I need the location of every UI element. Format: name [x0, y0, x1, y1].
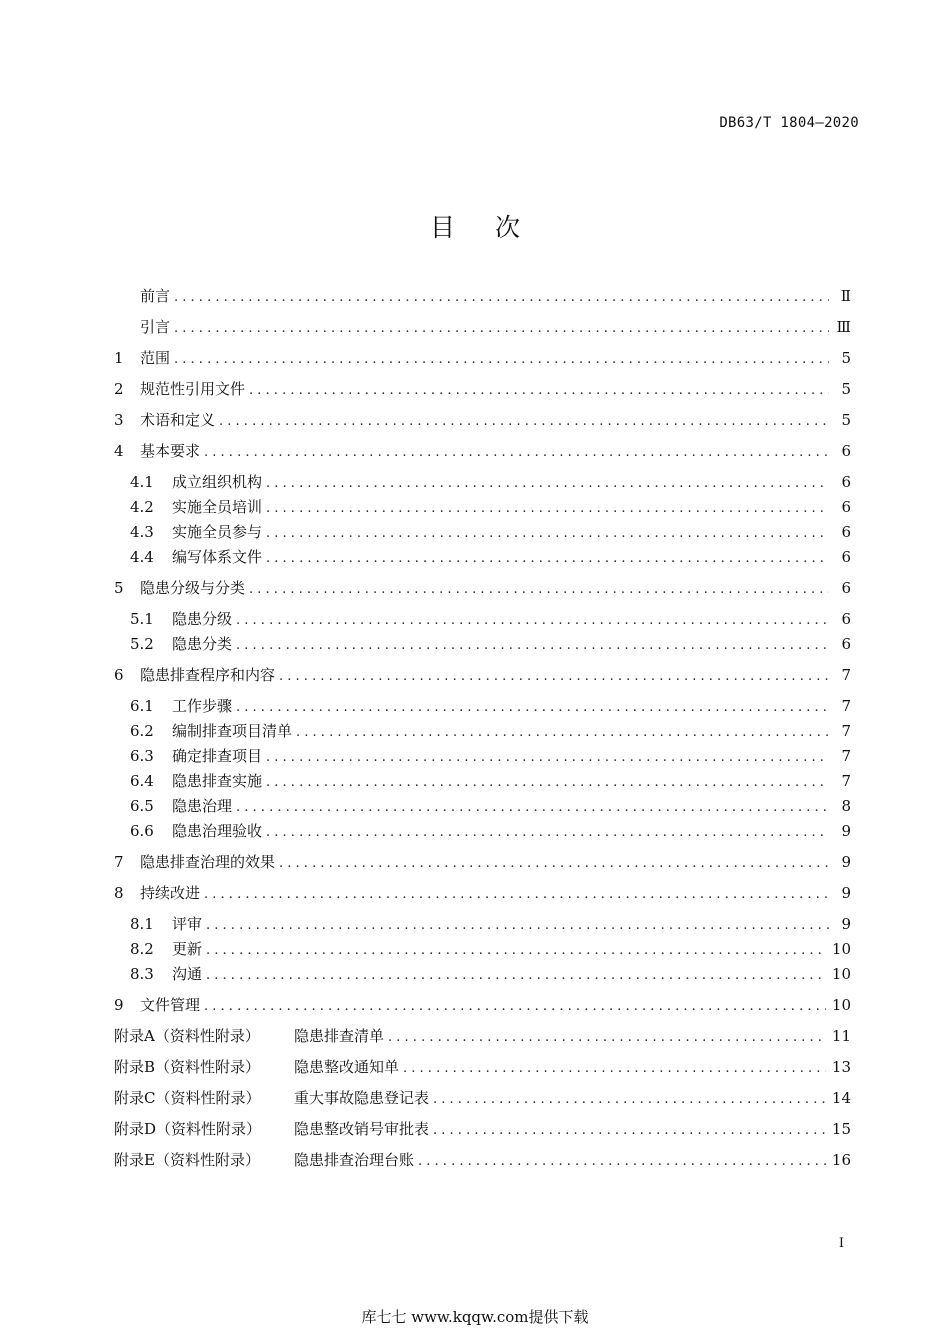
toc-entry-page: 9	[841, 853, 851, 871]
toc-entry-page: 9	[841, 915, 851, 933]
toc-entry-page: 13	[831, 1058, 851, 1076]
toc-dot-leader	[388, 1024, 826, 1049]
toc-entry-page: 6	[841, 635, 851, 653]
toc-entry[interactable]	[114, 607, 851, 632]
toc-entry[interactable]	[114, 962, 851, 987]
toc-entry-number: 5	[114, 579, 124, 597]
toc-entry[interactable]	[114, 819, 851, 844]
toc-entry[interactable]	[114, 912, 851, 937]
toc-dot-leader	[236, 632, 829, 657]
toc-entry[interactable]	[114, 937, 851, 962]
toc-entry-title: 确定排查项目	[172, 747, 263, 765]
toc-entry-title: 评审	[172, 915, 203, 933]
toc-entry[interactable]	[114, 1024, 851, 1049]
toc-entry-title: 持续改进	[140, 884, 201, 902]
toc-entry-number: 4	[114, 442, 124, 460]
toc-entry-number: 4.2	[130, 498, 154, 516]
toc-entry-title: 隐患排查程序和内容	[140, 666, 276, 684]
toc-entry[interactable]	[114, 1086, 851, 1111]
toc-entry-title: 隐患排查清单	[294, 1027, 385, 1045]
toc-entry-page: 10	[831, 996, 851, 1014]
toc-entry[interactable]	[114, 284, 851, 309]
toc-entry[interactable]	[114, 495, 851, 520]
toc-appendix-label: 附录B（资料性附录）	[114, 1058, 261, 1076]
toc-entry-number: 8	[114, 884, 124, 902]
toc-entry-title: 隐患排查实施	[172, 772, 263, 790]
toc-entry-page: 8	[841, 797, 851, 815]
toc-entry-number: 2	[114, 380, 124, 398]
toc-entry-number: 6.1	[130, 697, 154, 715]
toc-entry[interactable]	[114, 993, 851, 1018]
toc-entry-page: 9	[841, 884, 851, 902]
toc-entry-title: 范围	[140, 349, 171, 367]
toc-entry-number: 6.3	[130, 747, 154, 765]
toc-entry[interactable]	[114, 520, 851, 545]
toc-dot-leader	[266, 520, 829, 545]
toc-dot-leader	[204, 439, 829, 464]
toc-entry-number: 5.2	[130, 635, 154, 653]
toc-entry-number: 6.2	[130, 722, 154, 740]
toc-dot-leader	[236, 607, 829, 632]
toc-dot-leader	[266, 819, 829, 844]
toc-dot-leader	[433, 1086, 826, 1111]
toc-dot-leader	[296, 719, 829, 744]
toc-dot-leader	[279, 663, 829, 688]
toc-entry-page: 7	[841, 666, 851, 684]
toc-entry-title: 引言	[140, 318, 171, 336]
toc-dot-leader	[249, 576, 829, 601]
toc-entry[interactable]	[114, 719, 851, 744]
toc-entry[interactable]	[114, 315, 851, 340]
toc-entry-page: 11	[831, 1027, 851, 1045]
toc-entry-number: 4.1	[130, 473, 154, 491]
toc-dot-leader	[204, 881, 829, 906]
toc-dot-leader	[206, 912, 829, 937]
toc-entry-page: 7	[841, 747, 851, 765]
toc-entry-title: 隐患治理验收	[172, 822, 263, 840]
toc-dot-leader	[236, 794, 829, 819]
toc-dot-leader	[433, 1117, 826, 1142]
toc-entry-page: 6	[841, 473, 851, 491]
toc-entry-page: 6	[841, 579, 851, 597]
toc-entry-page: 7	[841, 722, 851, 740]
toc-entry[interactable]	[114, 632, 851, 657]
toc-entry-number: 8.1	[130, 915, 154, 933]
toc-entry[interactable]	[114, 346, 851, 371]
toc-dot-leader	[403, 1055, 826, 1080]
toc-entry[interactable]	[114, 576, 851, 601]
toc-dot-leader	[266, 769, 829, 794]
toc-dot-leader	[206, 962, 826, 987]
toc-entry-title: 隐患分级与分类	[140, 579, 246, 597]
toc-entry-title: 沟通	[172, 965, 203, 983]
toc-entry-page: 9	[841, 822, 851, 840]
toc-entry-title: 前言	[140, 287, 171, 305]
toc-entry-title: 重大事故隐患登记表	[294, 1089, 430, 1107]
toc-appendix-label: 附录A（资料性附录）	[114, 1027, 260, 1045]
toc-dot-leader	[266, 470, 829, 495]
toc-entry-number: 3	[114, 411, 124, 429]
footer-watermark: 库七七 www.kqqw.com提供下载	[361, 1308, 589, 1326]
toc-entry-title: 编制排查项目清单	[172, 722, 293, 740]
toc-entry-title: 实施全员参与	[172, 523, 263, 541]
toc-entry-title: 隐患排查治理的效果	[140, 853, 276, 871]
toc-entry-title: 成立组织机构	[172, 473, 263, 491]
toc-entry-page: 5	[841, 349, 851, 367]
toc-entry-page: 7	[841, 772, 851, 790]
toc-entry[interactable]	[114, 408, 851, 433]
toc-entry[interactable]	[114, 439, 851, 464]
toc-entry-page: 15	[831, 1120, 851, 1138]
toc-appendix-label: 附录C（资料性附录）	[114, 1089, 261, 1107]
toc-entry-title: 隐患整改销号审批表	[294, 1120, 430, 1138]
toc-entry-page: 5	[841, 380, 851, 398]
toc-entry-number: 6.5	[130, 797, 154, 815]
toc-entry-title: 文件管理	[140, 996, 201, 1014]
document-code: DB63/T 1804—2020	[719, 115, 859, 131]
toc-entry-title: 隐患整改通知单	[294, 1058, 400, 1076]
toc-entry-page: 10	[831, 965, 851, 983]
toc-entry[interactable]	[114, 794, 851, 819]
toc-entry-title: 术语和定义	[140, 411, 216, 429]
toc-appendix-label: 附录E（资料性附录）	[114, 1151, 260, 1169]
toc-entry-title: 实施全员培训	[172, 498, 263, 516]
toc-dot-leader	[266, 545, 829, 570]
toc-entry[interactable]	[114, 1148, 851, 1173]
toc-dot-leader	[219, 408, 829, 433]
toc-entry-page: 16	[831, 1151, 851, 1169]
toc-entry[interactable]	[114, 1055, 851, 1080]
toc-entry-title: 工作步骤	[172, 697, 233, 715]
toc-entry-number: 1	[114, 349, 124, 367]
toc-entry-title: 规范性引用文件	[140, 380, 246, 398]
toc-entry-number: 6	[114, 666, 124, 684]
toc-entry-page: Ⅱ	[840, 287, 851, 305]
toc-entry[interactable]	[114, 694, 851, 719]
toc-entry[interactable]	[114, 470, 851, 495]
toc-entry-number: 9	[114, 996, 124, 1014]
toc-entry-title: 隐患分类	[172, 635, 233, 653]
toc-entry-page: 6	[841, 610, 851, 628]
toc-dot-leader	[236, 694, 829, 719]
toc-entry[interactable]	[114, 377, 851, 402]
toc-entry-number: 4.3	[130, 523, 154, 541]
toc-entry-page: Ⅲ	[836, 318, 851, 336]
toc-entry[interactable]	[114, 545, 851, 570]
toc-entry-title: 隐患排查治理台账	[294, 1151, 415, 1169]
toc-entry-number: 5.1	[130, 610, 154, 628]
toc-dot-leader	[418, 1148, 826, 1173]
toc-entry[interactable]	[114, 850, 851, 875]
toc-dot-leader	[206, 937, 826, 962]
toc-entry-number: 8.2	[130, 940, 154, 958]
toc-entry-number: 6.4	[130, 772, 154, 790]
table-of-contents	[114, 284, 851, 1173]
toc-dot-leader	[204, 993, 826, 1018]
toc-entry[interactable]	[114, 1117, 851, 1142]
toc-entry[interactable]	[114, 769, 851, 794]
toc-entry-title: 隐患分级	[172, 610, 233, 628]
toc-dot-leader	[174, 284, 829, 309]
toc-entry[interactable]	[114, 744, 851, 769]
toc-entry-page: 7	[841, 697, 851, 715]
toc-appendix-label: 附录D（资料性附录）	[114, 1120, 262, 1138]
page-title: 目次	[429, 213, 560, 242]
toc-entry-number: 4.4	[130, 548, 154, 566]
toc-entry-title: 编写体系文件	[172, 548, 263, 566]
toc-entry-number: 6.6	[130, 822, 154, 840]
toc-entry-page: 6	[841, 498, 851, 516]
toc-entry-page: 5	[841, 411, 851, 429]
toc-entry-number: 8.3	[130, 965, 154, 983]
toc-dot-leader	[266, 744, 829, 769]
toc-entry-page: 6	[841, 442, 851, 460]
toc-dot-leader	[249, 377, 829, 402]
toc-entry-title: 基本要求	[140, 442, 201, 460]
toc-entry-page: 6	[841, 548, 851, 566]
toc-entry[interactable]	[114, 663, 851, 688]
toc-entry-title: 更新	[172, 940, 203, 958]
toc-entry-page: 10	[831, 940, 851, 958]
toc-entry-number: 7	[114, 853, 124, 871]
toc-dot-leader	[174, 346, 829, 371]
page-number: I	[838, 1236, 844, 1251]
toc-dot-leader	[266, 495, 829, 520]
toc-entry-page: 14	[831, 1089, 851, 1107]
toc-entry-title: 隐患治理	[172, 797, 233, 815]
toc-entry-page: 6	[841, 523, 851, 541]
toc-dot-leader	[279, 850, 829, 875]
toc-dot-leader	[174, 315, 829, 340]
toc-entry[interactable]	[114, 881, 851, 906]
